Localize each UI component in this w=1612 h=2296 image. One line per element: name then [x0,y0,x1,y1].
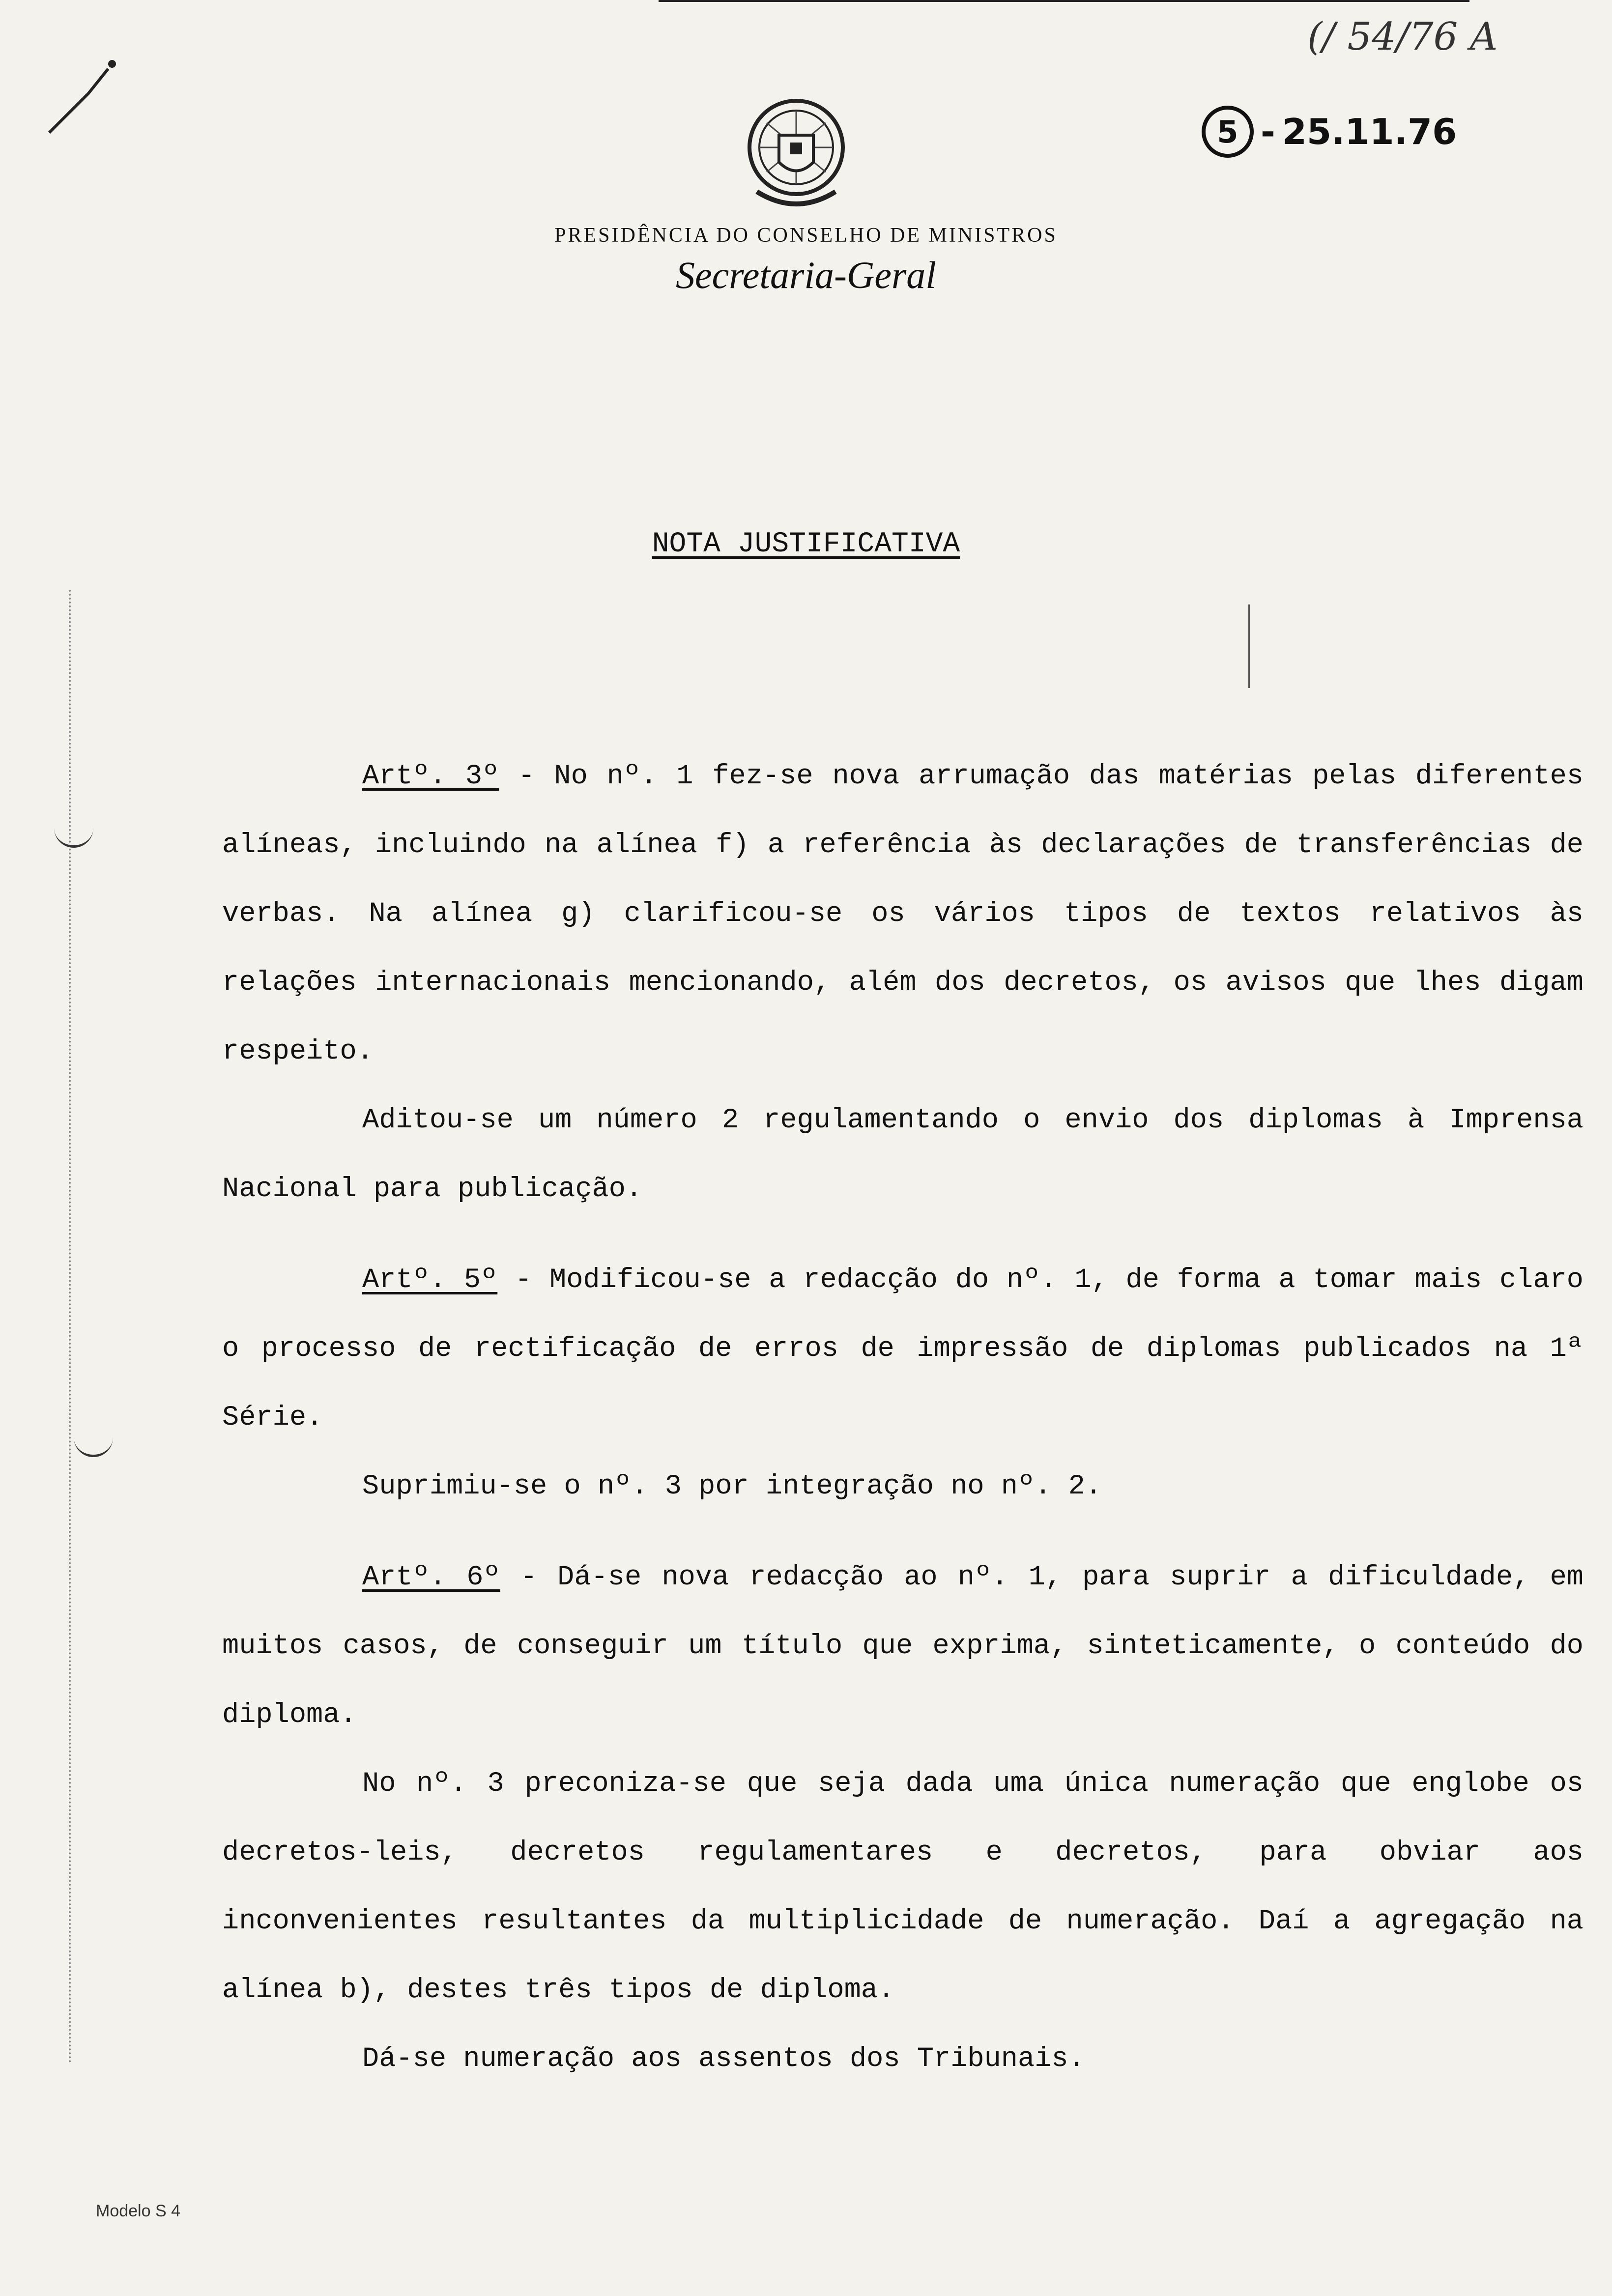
art5-paragraph-2: Suprimiu-se o nº. 3 por integração no nº. 2. [362,1471,1102,1502]
art6-paragraph-3: Dá-se numeração aos assentos dos Tribunais. [362,2043,1085,2075]
art6-paragraph-2: No nº. 3 preconiza-se que seja dada uma única numeração que englobe os decretos-leis, decretos regulamentares e decretos, para obviar aos inconvenientes resultantes da multiplicidade de numeração. Daí a agregação na alínea b), destes três tipos de diploma. [222,1768,1583,2006]
article-text: - Modificou-se a redacção do nº. 1, de forma a tomar mais claro o processo de rectificação de erros de impressão de diplomas publicados na 1ª Série. [222,1264,1583,1434]
department-name: Secretaria-Geral [676,254,936,296]
art6-paragraph [222,1543,1583,1750]
coat-of-arms-emblem [737,93,855,211]
margin-tick [1248,604,1250,688]
art3-paragraph-2: Aditou-se um número 2 regulamentando o envio dos diplomas à Imprensa Nacional para publicação. [222,1105,1583,1205]
article-label: Artº. 5º [362,1264,498,1296]
stamp-date: 25.11.76 [1282,111,1457,152]
art5-paragraph [222,1246,1583,1452]
top-rule [659,0,1469,2]
organization-name: PRESIDÊNCIA DO CONSELHO DE MINISTROS [554,224,1058,247]
article-text: - No nº. 1 fez-se nova arrumação das matérias pelas diferentes alíneas, incluindo na alínea f) a referência às declarações de transferências de verbas. Na alínea g) clarificou-se os vários tipos de textos relativos às relações internacionais mencionando, além dos decretos, os avisos que lhes digam respeito. [222,761,1583,1067]
document-body [222,742,1583,2094]
document-title: NOTA JUSTIFICATIVA [652,528,960,560]
registration-stamp: 5 - 25.11.76 [1202,106,1457,158]
article-text: - Dá-se nova redacção ao nº. 1, para suprir a dificuldade, em muitos casos, de conseguir um título que exprima, sinteticamente, o conteúdo do diploma. [222,1562,1583,1731]
pen-mark [39,39,128,138]
article-label: Artº. 6º [362,1562,500,1593]
article-label: Artº. 3º [362,761,499,792]
margin-bracket [74,1415,113,1457]
handwritten-reference: (/ 54/76 A [1307,15,1498,59]
art3-paragraph [222,742,1583,1086]
margin-bracket [54,806,93,848]
form-model-label: Modelo S 4 [96,2202,180,2220]
stamp-number: 5 [1202,106,1254,158]
